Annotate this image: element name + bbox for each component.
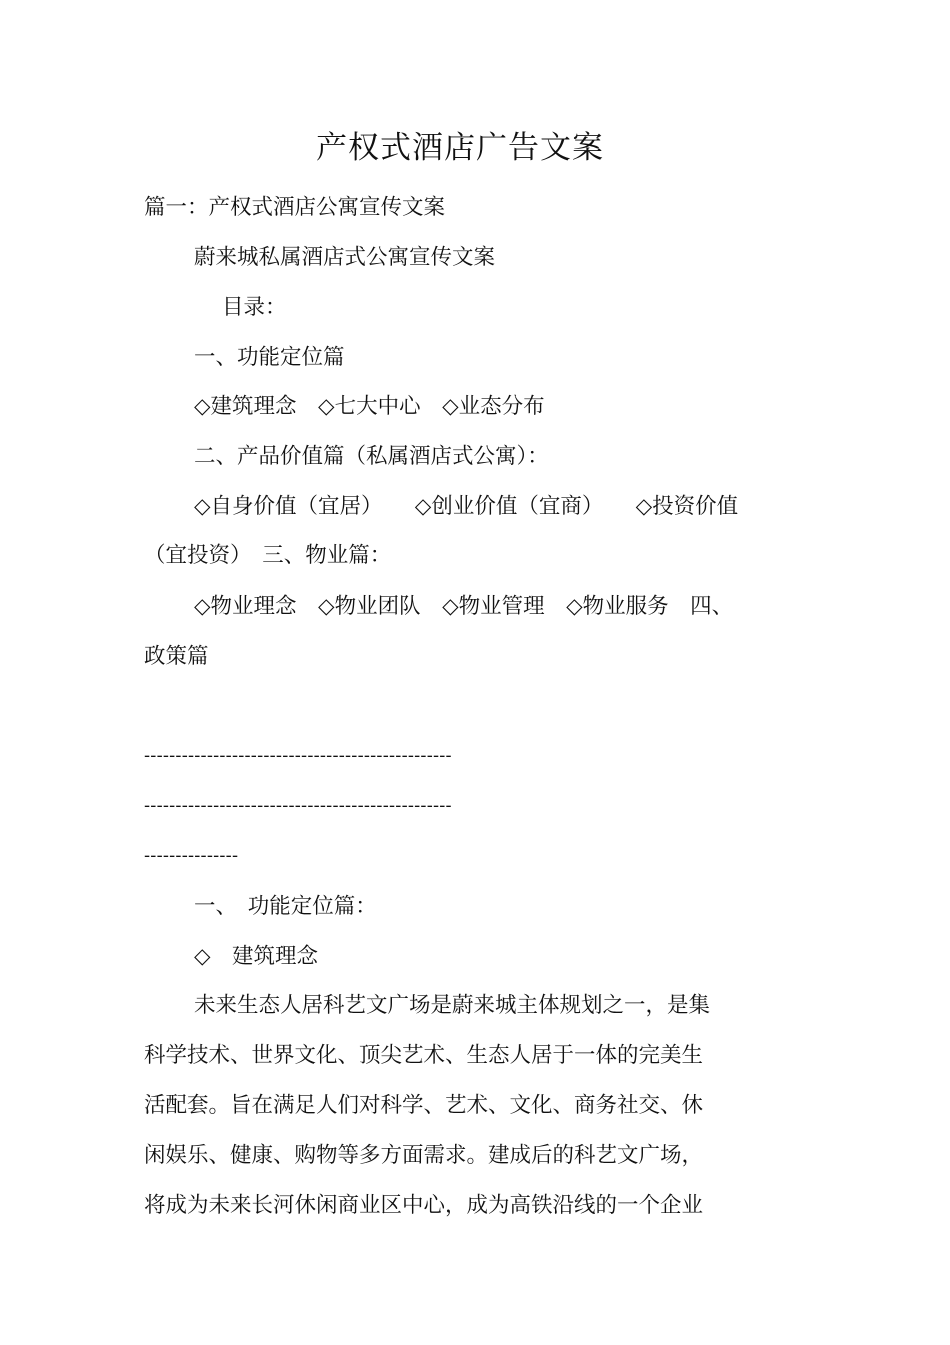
body-line: 活配套。旨在满足人们对科学、艺术、文化、商务社交、休 [144, 1093, 704, 1118]
document-title: 产权式酒店广告文案 [316, 130, 604, 166]
toc-item-policy: 政策篇 [144, 644, 209, 669]
toc-label: 目录： [222, 295, 287, 320]
subtitle-line: 蔚来城私属酒店式公寓宣传文案 [194, 245, 496, 270]
body-line: 未来生态人居科艺文广场是蔚来城主体规划之一，是集 [194, 993, 711, 1018]
separator-line: ------------------------------------------------- [144, 745, 452, 766]
body-line: 闲娱乐、健康、购物等多方面需求。建成后的科艺文广场， [144, 1143, 704, 1168]
body-line: 科学技术、世界文化、顶尖艺术、生态人居于一体的完美生 [144, 1043, 704, 1068]
toc-subitems-function: ◇建筑理念 ◇七大中心 ◇业态分布 [194, 394, 545, 419]
toc-item-product: 二、产品价值篇（私属酒店式公寓）： [194, 444, 549, 469]
toc-item-function: 一、功能定位篇 [194, 345, 345, 370]
toc-subitems-property: ◇物业理念 ◇物业团队 ◇物业管理 ◇物业服务 四、 [194, 594, 734, 619]
section-subheading: ◇ 建筑理念 [194, 944, 319, 969]
separator-line: ------------------------------------------------- [144, 795, 452, 816]
chapter-heading: 篇一：产权式酒店公寓宣传文案 [144, 195, 446, 220]
section-heading: 一、 功能定位篇： [194, 894, 377, 919]
toc-subitems-product: ◇自身价值（宜居） ◇创业价值（宜商） ◇投资价值 [194, 494, 739, 519]
body-line: 将成为未来长河休闲商业区中心，成为高铁沿线的一个企业 [144, 1193, 704, 1218]
separator-line: --------------- [144, 845, 239, 866]
toc-subitems-product-cont: （宜投资） 三、物业篇： [144, 543, 392, 568]
